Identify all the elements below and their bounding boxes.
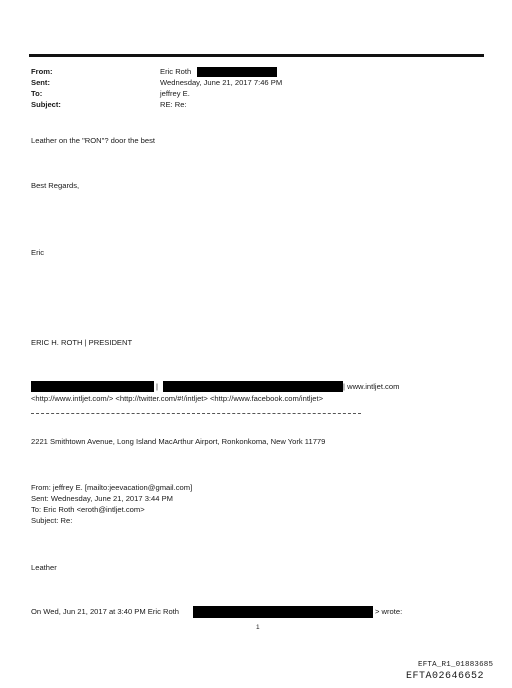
regards-line: Best Regards, [31,181,80,190]
quoted-subject: Subject: Re: [31,516,73,525]
redaction-phone-2 [163,381,343,392]
subject-label: Subject: [31,100,61,109]
sent-value: Wednesday, June 21, 2017 7:46 PM [160,78,283,87]
top-rule [29,54,484,57]
redaction-from-email [197,67,277,77]
page-number: 1 [256,624,260,631]
dashed-divider [31,413,361,414]
redaction-quoted-email [193,606,373,618]
from-value: Eric Roth [160,67,192,76]
pipe-separator: | [156,382,158,391]
quoted-sent: Sent: Wednesday, June 21, 2017 3:44 PM [31,494,173,503]
efta-id: EFTA02646652 [406,671,485,682]
from-label: From: [31,67,53,76]
website-text: | www.intljet.com [343,382,400,391]
quoted-from: From: jeffrey E. [mailto:jeevacation@gmail.com] [31,483,193,492]
company-address: 2221 Smithtown Avenue, Long Island MacArthur Airport, Ronkonkoma, New York 11779 [31,437,326,446]
signature-title: ERIC H. ROTH | PRESIDENT [31,338,133,347]
sender-name: Eric [31,248,45,257]
to-label: To: [31,89,43,98]
quoted-body: Leather [31,563,57,572]
subject-value: RE: Re: [160,100,187,109]
quoted-to: To: Eric Roth <eroth@intljet.com> [31,505,145,514]
sent-label: Sent: [31,78,50,87]
efta-r1-id: EFTA_R1_01883685 [418,661,494,669]
redaction-phone-1 [31,381,154,392]
to-value: jeffrey E. [160,89,190,98]
social-links[interactable]: <http://www.intljet.com/> <http://twitter.com/#!/intljet> <http://www.facebook.com/intljet> [31,394,324,403]
on-wrote-suffix: > wrote: [375,607,403,616]
on-wrote-prefix: On Wed, Jun 21, 2017 at 3:40 PM Eric Roth [31,607,180,616]
message-line: Leather on the "RON"? door the best [31,136,156,145]
